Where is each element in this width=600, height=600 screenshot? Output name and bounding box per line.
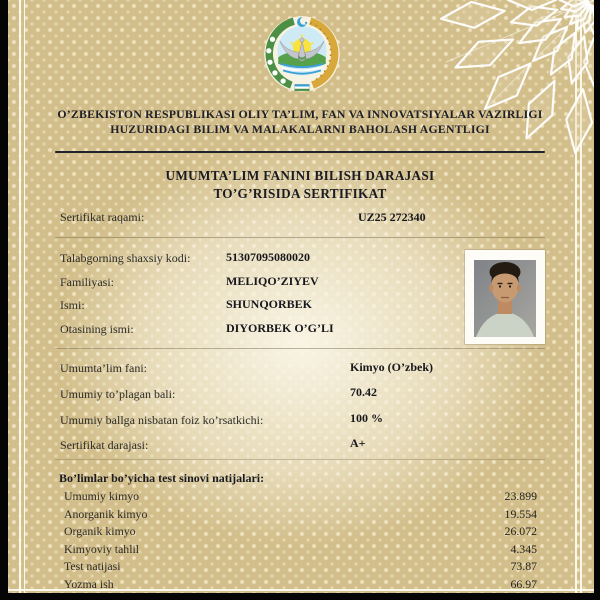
field-label: Umumiy to’plagan bali: — [60, 387, 176, 401]
result-label: Organik kimyo — [64, 524, 136, 538]
table-row — [64, 542, 537, 560]
result-label: Anorganik kimyo — [64, 506, 148, 521]
result-value: 4.345 — [510, 541, 537, 556]
field-label: Talabgorning shaxsiy kodi: — [60, 251, 191, 265]
field-value: A+ — [350, 436, 366, 450]
result-value: 73.87 — [510, 559, 537, 573]
result-label: Kimyoviy tahlil — [64, 541, 140, 556]
title-line1: UMUMTA’LIM FANINI BILISH DARAJASI — [165, 168, 435, 183]
results-heading: Bo’limlar bo’yicha test sinovi natijalari: — [59, 471, 265, 485]
field-value: MELIQO’ZIYEV — [226, 273, 319, 288]
header-divider — [55, 151, 545, 153]
field-label: Umumta’lim fani: — [60, 361, 147, 375]
table-row — [64, 507, 537, 525]
field-value: 51307095080020 — [226, 250, 310, 264]
result-value: 19.554 — [504, 506, 537, 521]
certificate-number-label: Sertifikat raqami: — [60, 210, 145, 224]
divider-3 — [55, 459, 545, 460]
table-row — [64, 524, 537, 542]
result-value: 23.899 — [504, 489, 537, 503]
divider-1 — [55, 237, 545, 238]
ministry-line1: O’ZBEKISTON RESPUBLIKASI OLIY TA’LIM, FAN VA INNOVATSIYALAR VAZIRLIGI — [57, 107, 543, 121]
result-value: 66.97 — [510, 576, 537, 591]
ministry-line2: HUZURIDAGI BILIM VA MALAKALARNI BAHOLASH AGENTLIGI — [110, 121, 490, 136]
table-row — [64, 559, 537, 577]
divider-2 — [55, 348, 545, 349]
certificate-number-value: UZ25 272340 — [358, 210, 426, 224]
field-label: Otasining ismi: — [60, 321, 134, 336]
field-value: DIYORBEK O’G’LI — [226, 320, 334, 335]
uzbekistan-emblem — [261, 13, 343, 95]
applicant-photo — [465, 250, 545, 344]
field-label: Familiyasi: — [60, 274, 114, 289]
field-value: 100 % — [350, 410, 383, 425]
table-row — [64, 577, 537, 595]
field-value: 70.42 — [350, 385, 377, 399]
result-label: Umumiy kimyo — [64, 489, 140, 503]
field-value: Kimyo (O’zbek) — [350, 360, 433, 374]
field-label: Ismi: — [60, 298, 85, 312]
result-label: Yozma ish — [64, 576, 114, 591]
result-label: Test natijasi — [64, 559, 121, 573]
field-label: Umumiy ballga nisbatan foiz ko’rsatkichi: — [60, 412, 264, 427]
ministry-header — [40, 107, 560, 136]
table-row — [64, 489, 537, 507]
title-line2: TO’G’RISIDA SERTIFIKAT — [213, 185, 387, 201]
result-value: 26.072 — [504, 524, 537, 538]
field-value: SHUNQORBEK — [226, 297, 313, 311]
certificate-title — [40, 167, 560, 202]
field-label: Sertifikat darajasi: — [60, 438, 149, 452]
